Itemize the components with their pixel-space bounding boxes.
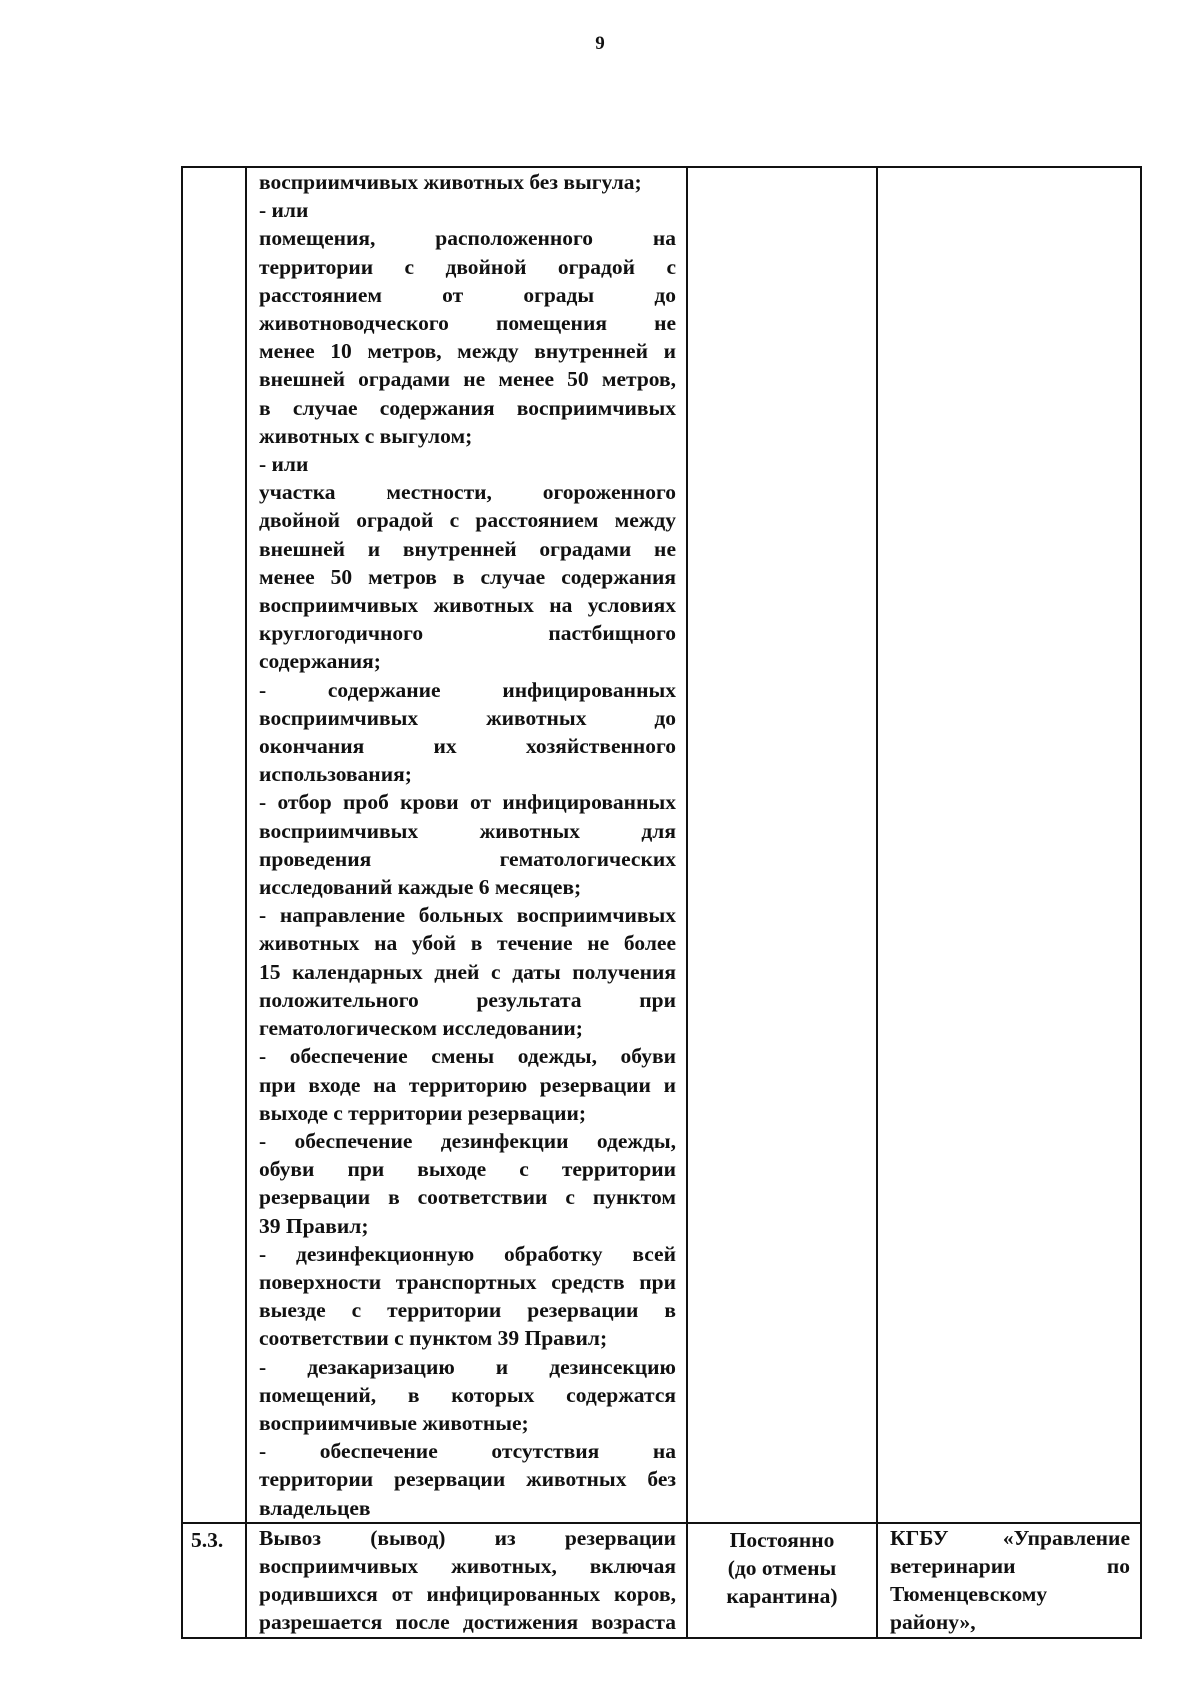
text-line: КГБУ «Управление: [890, 1525, 1130, 1550]
text-line: внешней оградами не менее 50 метров,: [259, 367, 676, 392]
text-line: владельцев: [259, 1495, 371, 1520]
text-line: проведения гематологических: [259, 846, 676, 871]
text-line: родившихся от инфицированных коров,: [259, 1582, 676, 1607]
item-number-cell: [182, 167, 246, 1523]
text-line: - направление больных восприимчивых: [259, 903, 676, 928]
page-number: 9: [595, 33, 605, 54]
text-line: менее 50 метров в случае содержания: [259, 564, 676, 589]
text-line: восприимчивых животных, включая: [259, 1553, 676, 1578]
deadline-line: (до отмены: [727, 1555, 837, 1580]
deadline-cell: [687, 167, 877, 1523]
text-line: содержания;: [259, 649, 381, 674]
deadline-cell: [687, 1523, 877, 1638]
text-line: - дезакаризацию и дезинсекцию: [259, 1354, 676, 1379]
text-line: круглогодичного пастбищного: [259, 621, 676, 646]
measure-text: [247, 168, 686, 1522]
text-line: восприимчивых животных без выгула;: [259, 170, 642, 194]
text-line: - содержание инфицированных: [259, 677, 676, 702]
item-number: 5.3.: [191, 1527, 224, 1552]
text-line: - обеспечение смены одежды, обуви: [259, 1044, 676, 1069]
text-line: обуви при выходе с территории: [259, 1157, 676, 1182]
text-line: расстоянием от ограды до: [259, 282, 676, 307]
text-line: исследований каждые 6 месяцев;: [259, 875, 582, 900]
text-line: 15 календарных дней с даты получения: [259, 959, 676, 984]
deadline-text: [688, 1524, 876, 1610]
text-line: выезде с территории резервации в: [259, 1298, 676, 1323]
text-line: животных на убой в течение не более: [259, 931, 676, 956]
text-line: восприимчивых животных до: [259, 705, 676, 730]
text-line: - или: [259, 452, 309, 477]
text-line: участка местности, огороженного: [259, 480, 676, 505]
text-line: при входе на территорию резервации и: [259, 1072, 676, 1097]
text-line: положительного результата при: [259, 987, 676, 1012]
text-line: Вывоз (вывод) из резервации: [259, 1525, 676, 1550]
text-line: животных с выгулом;: [259, 423, 473, 448]
text-line: - отбор проб крови от инфицированных: [259, 790, 676, 815]
text-line: восприимчивые животные;: [259, 1410, 529, 1435]
table-row: [182, 1523, 1141, 1638]
text-line: - дезинфекционную обработку всей: [259, 1241, 676, 1266]
measures-table: [181, 166, 1142, 1639]
text-line: выходе с территории резервации;: [259, 1100, 587, 1125]
text-line: - обеспечение дезинфекции одежды,: [259, 1128, 676, 1153]
text-line: району»,: [890, 1610, 976, 1635]
text-line: гематологическом исследовании;: [259, 1016, 583, 1041]
text-line: внешней и внутренней оградами не: [259, 536, 676, 561]
text-line: использования;: [259, 762, 412, 787]
text-line: восприимчивых животных для: [259, 818, 676, 843]
text-line: окончания их хозяйственного: [259, 734, 676, 759]
responsible-text: [878, 1524, 1140, 1637]
text-line: Тюменцевскому: [890, 1582, 1048, 1607]
deadline-line: Постоянно: [729, 1527, 835, 1552]
table-row: [182, 167, 1141, 1523]
responsible-cell: [877, 1523, 1141, 1638]
text-line: менее 10 метров, между внутренней и: [259, 339, 676, 364]
text-line: ветеринарии по: [890, 1553, 1130, 1578]
text-line: помещения, расположенного на: [259, 226, 676, 251]
text-line: помещений, в которых содержатся: [259, 1382, 676, 1407]
text-line: животноводческого помещения не: [259, 311, 676, 336]
text-line: резервации в соответствии с пунктом: [259, 1185, 676, 1210]
responsible-cell: [877, 167, 1141, 1523]
text-line: - или: [259, 198, 309, 223]
item-number-cell: [182, 1523, 246, 1638]
text-line: двойной оградой с расстоянием между: [259, 508, 676, 533]
measure-cell: [246, 167, 687, 1523]
text-line: разрешается после достижения возраста: [259, 1610, 676, 1635]
text-line: восприимчивых животных на условиях: [259, 593, 676, 618]
text-line: 39 Правил;: [259, 1213, 369, 1238]
measure-cell: [246, 1523, 687, 1638]
deadline-line: карантина): [726, 1583, 838, 1608]
text-line: - обеспечение отсутствия на: [259, 1439, 676, 1464]
text-line: в случае содержания восприимчивых: [259, 395, 676, 420]
text-line: территории резервации животных без: [259, 1467, 676, 1492]
text-line: соответствии с пунктом 39 Правил;: [259, 1326, 608, 1351]
text-line: территории с двойной оградой с: [259, 254, 676, 279]
measure-text: [247, 1524, 686, 1637]
text-line: поверхности транспортных средств при: [259, 1269, 676, 1294]
